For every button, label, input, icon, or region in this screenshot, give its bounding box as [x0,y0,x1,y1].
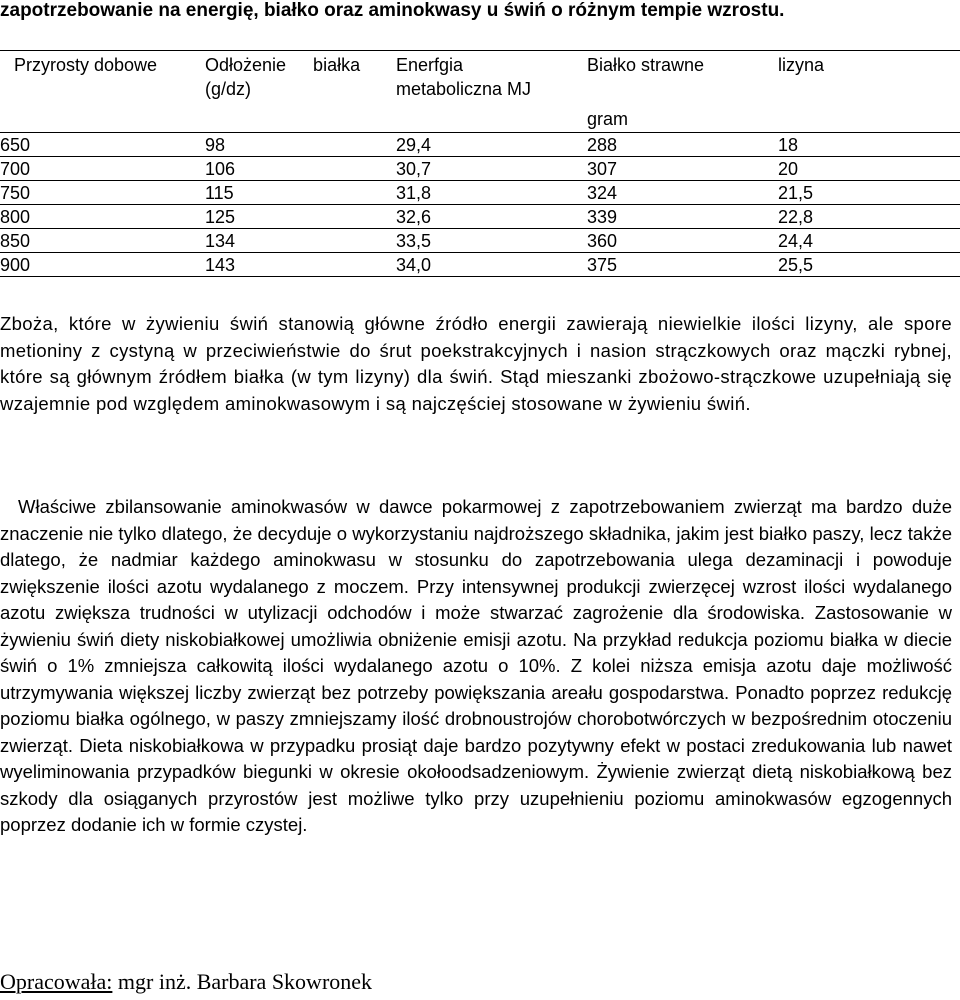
table-cell: 106 [205,159,236,179]
header-protein-deposition: Odłożenie białka [205,55,361,75]
author-line [0,968,372,996]
header-digestible-protein: Białko strawne [587,55,705,75]
table-bottom-rule [0,276,960,277]
row-rule [0,252,960,253]
header-lysine: lizyna [778,55,825,75]
table-cell: 339 [587,207,618,227]
header-daily-gain: Przyrosty dobowe [14,55,158,75]
table-top-rule [0,50,960,51]
table-cell: 18 [778,135,799,155]
table-cell: 324 [587,183,618,203]
table-cell: 700 [0,159,31,179]
table-cell: 31,8 [396,183,432,203]
table-cell: 33,5 [396,231,432,251]
section-heading: zapotrzebowanie na energię, białko oraz aminokwasy u świń o różnym tempie wzrostu. [0,0,785,21]
row-rule [0,180,960,181]
table-cell: 650 [0,135,31,155]
table-cell: 134 [205,231,236,251]
header-metabolic-energy-unit: metaboliczna MJ [396,79,532,99]
table-cell: 98 [205,135,226,155]
author-name: mgr inż. Barbara Skowronek [112,969,373,994]
table-cell: 375 [587,255,618,275]
table-cell: 850 [0,231,31,251]
row-rule [0,204,960,205]
table-cell: 288 [587,135,618,155]
author-label: Opracowała: [0,969,113,994]
table-cell: 21,5 [778,183,814,203]
header-protein-deposition-unit: (g/dz) [205,79,252,99]
table-cell: 22,8 [778,207,814,227]
table-cell: 750 [0,183,31,203]
row-rule [0,156,960,157]
table-cell: 34,0 [396,255,432,275]
table-header-rule [0,132,960,133]
row-rule [0,228,960,229]
table-cell: 800 [0,207,31,227]
paragraph-amino-acid-balance: Właściwe zbilansowanie aminokwasów w dawce pokarmowej z zapotrzebowaniem zwierząt ma bardzo duże znaczenie nie tylko dlatego, że decyduje o wykorzystaniu najdroższego składnika, jakim jest białko paszy, lecz także dlatego, że nadmiar każdego aminokwasu w stosunku do zapotrzebowania ulega dezaminacji i powoduje zwiększenie ilości azotu wydalanego z moczem. Przy intensywnej produkcji zwierzęcej wzrost ilości wydalanego azotu zwiększa trudności w utylizacji odchodów i może stwarzać zagrożenie dla środowiska. Zastosowanie w żywieniu świń diety niskobiałkowej umożliwia obniżenie emisji azotu. Na przykład redukcja poziomu białka w diecie świń o 1% zmniejsza całkowitą ilości wydalanego azotu o 10%. Z kolei niższa emisja azotu daje możliwość utrzymywania większej liczby zwierząt bez potrzeby powiększania areału gospodarstwa. Ponadto poprzez redukcję poziomu białka ogólnego, w paszy zmniejszamy ilość drobnoustrojów chorobotwórczych w bezpośrednim otoczeniu zwierząt. Dieta niskobiałkowa w przypadku prosiąt daje bardzo pozytywny efekt w postaci zredukowania lub nawet wyeliminowania przypadków biegunki w okresie okołoodsadzeniowym. Żywienie zwierząt dietą niskobiałkową bez szkody dla osiąganych przyrostów jest możliwe tylko przy uzupełnieniu poziomu aminokwasów egzogennych poprzez dodanie ich w formie czystej. [0,496,952,835]
unit-gram: gram [587,109,629,129]
header-metabolic-energy: Enerfgia [396,55,464,75]
table-cell: 900 [0,255,31,275]
table-cell: 20 [778,159,799,179]
table-cell: 24,4 [778,231,814,251]
table-cell: 30,7 [396,159,432,179]
table-cell: 29,4 [396,135,432,155]
table-cell: 360 [587,231,618,251]
table-cell: 25,5 [778,255,814,275]
paragraph-cereals: Zboża, które w żywieniu świń stanowią główne źródło energii zawierają niewielkie ilości lizyny, ale spore metioniny z cystyną w przeciwieństwie do śrut poekstrakcyjnych i nasion strączkowych oraz mączki rybnej, które są głównym źródłem białka (w tym lizyny) dla świń. Stąd mieszanki zbożowo-strączkowe uzupełniają się wzajemnie pod względem aminokwasowym i są najczęściej stosowane w żywieniu świń. [0,313,952,414]
table-cell: 307 [587,159,618,179]
table-cell: 125 [205,207,236,227]
table-cell: 115 [205,183,234,203]
table-cell: 32,6 [396,207,432,227]
table-cell: 143 [205,255,236,275]
